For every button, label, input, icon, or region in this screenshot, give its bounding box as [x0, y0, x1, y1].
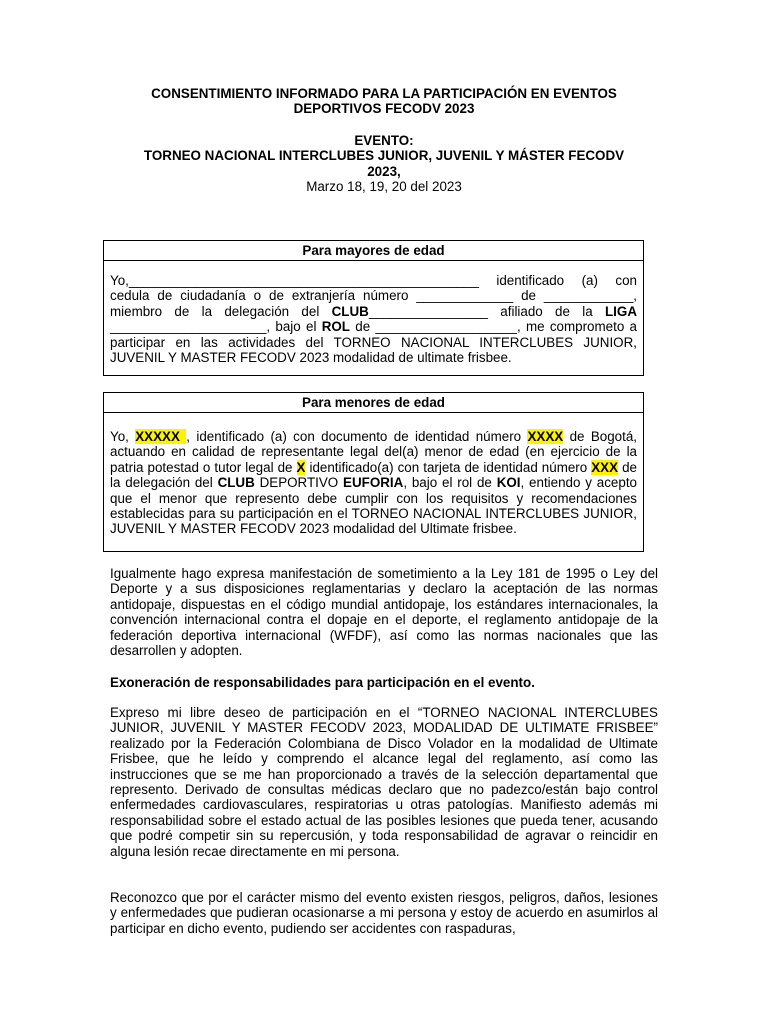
minors-text-1: Yo, [110, 429, 136, 444]
title-line-2: DEPORTIVOS FECODV 2023 [293, 101, 475, 117]
event-label: EVENTO: [354, 133, 414, 148]
minors-ti-placeholder: XXX [591, 459, 619, 475]
minors-club-label: CLUB [217, 475, 255, 491]
risks-paragraph: Reconozco que por el carácter mismo del evento existen riesgos, peligros, daños, lesiones y enfermedades que pudieran ocasionarse a mi persona y estoy de acuerdo en asumirlos al participar en dicho evento, pudiendo ser accidentes con raspaduras, [110, 890, 658, 936]
minors-heading: Para menores de edad [104, 393, 643, 413]
antidoping-paragraph: Igualmente hago expresa manifestación de sometimiento a la Ley 181 de 1995 o Ley del Deporte y a sus disposiciones reglamentarias y declaro la aceptación de las normas antidopaje, dispuestas en el código mundial antidopaje, los estándares internacionales, la convención internacional contra el dopaje en el deporte, el reglamento antidopaje de la federación deportiva internacional (WFDF), así como las normas nacionales que las desarrollen y adopten. [110, 566, 658, 659]
adults-club-label: CLUB [331, 303, 369, 319]
exoneration-heading: Exoneración de responsabilidades para participación en el evento. [110, 675, 535, 690]
event-name-line-2: 2023, [367, 163, 401, 179]
event-block [110, 133, 658, 195]
exoneration-paragraph: Expreso mi libre deseo de participación en el “TORNEO NACIONAL INTERCLUBES JUNIOR, JUVENIL Y MASTER FECODV 2023, MODALIDAD DE ULTIMATE FRISBEE” realizado por la Federación Colombiana de Disco Volador en la modalidad de Ultimate Frisbee, que he leído y comprendo el alcance legal del reglamento, así como las instrucciones que se me han proporcionado a través de la selección departamental que represento. Derivado de consultas médicas declaro que no padezco/están bajo control enfermedades cardiovasculares, respiratorias u otras patologías. Manifiesto además mi responsabilidad sobre el estado actual de las posibles lesiones que pueda tener, acusando que podré competir sin su repercusión, y toda responsabilidad de agravar o reincidir en alguna lesión recae directamente en mi persona. [110, 705, 658, 859]
event-name-line-1: TORNEO NACIONAL INTERCLUBES JUNIOR, JUVENIL Y MÁSTER FECODV [143, 148, 625, 164]
minors-text-5: de la delegación del [110, 459, 637, 491]
event-dates: Marzo 18, 19, 20 del 2023 [306, 179, 462, 195]
minors-box [103, 392, 644, 552]
minors-text-4: identificado(a) con tarjeta de identidad número [305, 459, 592, 475]
adults-text-2: ________________ afiliado de la [368, 303, 605, 319]
minors-name-placeholder: XXXXX [135, 429, 187, 444]
adults-text-4: de ___________________, me comprometo a participar en las actividades del TORNEO NACIONAL INTERCLUBES JUNIOR, JUVENIL Y MASTER FECODV 2023 modalidad de ultimate frisbee. [110, 319, 637, 366]
adults-text-1: Yo,_______________________________________________ identificado (a) con cedula de ciudadanía o de extranjería número _____________ de ____________, miembro de la delegación del [110, 273, 637, 319]
minors-minor-placeholder: X [296, 459, 306, 475]
minors-text [104, 413, 643, 537]
adults-text-3: _____________________, bajo el [110, 319, 322, 335]
adults-rol-label: ROL [321, 319, 350, 335]
minors-text-7: , bajo el rol de [403, 475, 497, 491]
minors-rol-label: KOI [496, 475, 521, 491]
minors-id-placeholder: XXXX [527, 429, 564, 444]
minors-text-6: DEPORTIVO [254, 475, 344, 491]
adults-text [104, 261, 643, 365]
adults-box [103, 240, 644, 376]
minors-text-2: , identificado (a) con documento de identidad número [186, 429, 528, 444]
title-line-1: CONSENTIMIENTO INFORMADO PARA LA PARTICIPACIÓN EN EVENTOS [151, 86, 617, 101]
minors-club-name: EUFORIA [343, 475, 404, 491]
minors-text-3: de Bogotá, actuando en calidad de representante legal del(a) menor de edad (en ejercicio de la patria potestad o tutor legal de [110, 429, 637, 475]
adults-heading: Para mayores de edad [104, 241, 643, 261]
adults-liga-label: LIGA [605, 303, 637, 319]
minors-text-8: , entiendo y acepto que el menor que represento debe cumplir con los requisitos y recomendaciones establecidas para su participación en el TORNEO NACIONAL INTERCLUBES JUNIOR, JUVENIL Y MASTER FECODV 2023 modalidad del Ultimate frisbee. [110, 475, 637, 537]
document-title [110, 86, 658, 117]
